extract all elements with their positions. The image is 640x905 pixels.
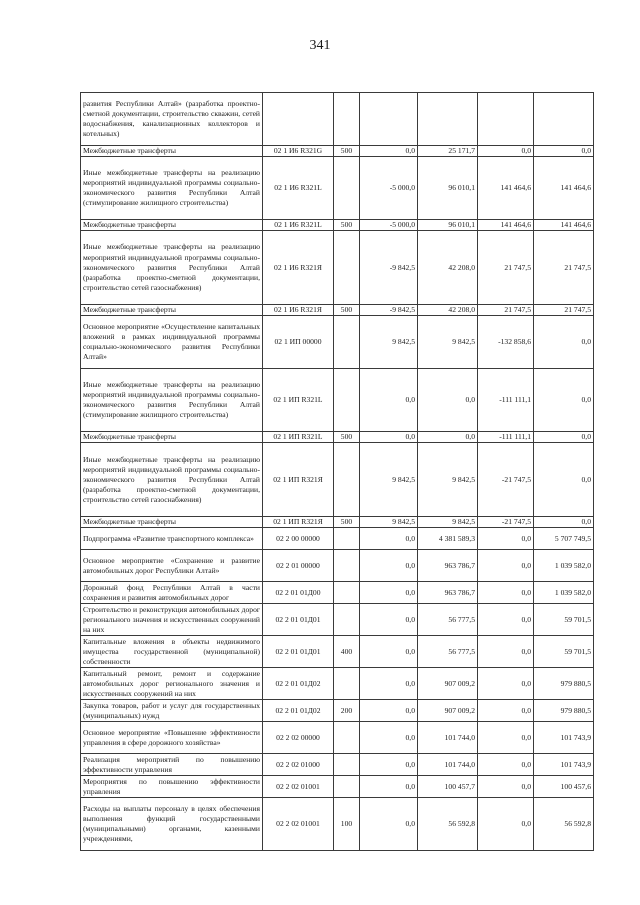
row-expense-type	[334, 369, 360, 432]
row-amount-3: 141 464,6	[478, 220, 534, 231]
row-name: Капитальные вложения в объекты недвижимого имущества государственной (муниципальной) собственности	[81, 636, 263, 668]
row-amount-2: 9 842,5	[418, 316, 478, 369]
row-code: 02 2 02 01001	[263, 798, 334, 851]
row-amount-2: 0,0	[418, 369, 478, 432]
row-code: 02 1 ИП R321Я	[263, 517, 334, 528]
row-amount-1: 0,0	[360, 798, 418, 851]
row-amount-3: 0,0	[478, 754, 534, 776]
row-amount-1: 9 842,5	[360, 443, 418, 517]
row-name: Закупка товаров, работ и услуг для государственных (муниципальных) нужд	[81, 700, 263, 722]
row-amount-2: 101 744,0	[418, 722, 478, 754]
row-code: 02 2 02 00000	[263, 722, 334, 754]
row-amount-1: -9 842,5	[360, 231, 418, 305]
row-expense-type	[334, 722, 360, 754]
row-name: Строительство и реконструкция автомобильных дорог регионального значения и искусственных сооружений на них	[81, 604, 263, 636]
row-code: 02 2 02 01001	[263, 776, 334, 798]
table-row	[81, 305, 594, 316]
row-name: Основное мероприятие «Осуществление капитальных вложений в рамках индивидуальной программы социально-экономического развития Республики Алтай»	[81, 316, 263, 369]
page-number: 341	[309, 38, 331, 53]
row-amount-1: 0,0	[360, 146, 418, 157]
table-row	[81, 604, 594, 636]
row-amount-2: 100 457,7	[418, 776, 478, 798]
row-amount-1: -5 000,0	[360, 157, 418, 220]
row-amount-4: 1 039 582,0	[534, 550, 594, 582]
row-amount-4: 56 592,8	[534, 798, 594, 851]
row-expense-type	[334, 776, 360, 798]
row-expense-type	[334, 550, 360, 582]
row-amount-4: 141 464,6	[534, 157, 594, 220]
row-code: 02 2 01 00000	[263, 550, 334, 582]
row-amount-3: 0,0	[478, 582, 534, 604]
table-row	[81, 528, 594, 550]
row-code: 02 1 ИП R321L	[263, 369, 334, 432]
row-code: 02 2 01 01Д02	[263, 700, 334, 722]
row-amount-3: 0,0	[478, 798, 534, 851]
table-row	[81, 220, 594, 231]
table-row	[81, 146, 594, 157]
budget-table	[80, 92, 594, 851]
row-amount-3: 0,0	[478, 550, 534, 582]
row-expense-type	[334, 157, 360, 220]
row-code: 02 2 01 01Д02	[263, 668, 334, 700]
row-code: 02 1 И6 R321Я	[263, 231, 334, 305]
row-amount-3: -111 111,1	[478, 369, 534, 432]
row-expense-type: 100	[334, 798, 360, 851]
row-amount-4: 1 039 582,0	[534, 582, 594, 604]
table-row	[81, 754, 594, 776]
row-code: 02 1 И6 R321Я	[263, 305, 334, 316]
row-name: Основное мероприятие «Повышение эффективности управления в сфере дорожного хозяйства»	[81, 722, 263, 754]
row-amount-4: 979 880,5	[534, 668, 594, 700]
row-amount-1: 0,0	[360, 700, 418, 722]
row-amount-4: 101 743,9	[534, 722, 594, 754]
table-row	[81, 443, 594, 517]
row-expense-type	[334, 582, 360, 604]
table-row	[81, 798, 594, 851]
row-expense-type	[334, 754, 360, 776]
row-name: Межбюджетные трансферты	[81, 146, 263, 157]
row-amount-1: 0,0	[360, 636, 418, 668]
row-amount-4: 5 707 749,5	[534, 528, 594, 550]
row-expense-type	[334, 528, 360, 550]
row-amount-2: 56 592,8	[418, 798, 478, 851]
row-expense-type: 400	[334, 636, 360, 668]
row-amount-2: 96 010,1	[418, 220, 478, 231]
row-code: 02 2 01 01Д01	[263, 604, 334, 636]
row-amount-4: 141 464,6	[534, 220, 594, 231]
row-amount-3: -132 858,6	[478, 316, 534, 369]
row-name: Межбюджетные трансферты	[81, 305, 263, 316]
row-amount-1: 0,0	[360, 668, 418, 700]
row-amount-2: 101 744,0	[418, 754, 478, 776]
row-amount-4: 0,0	[534, 517, 594, 528]
row-amount-4: 21 747,5	[534, 305, 594, 316]
table-row	[81, 636, 594, 668]
row-amount-1: 0,0	[360, 604, 418, 636]
row-amount-4: 59 701,5	[534, 604, 594, 636]
row-code: 02 1 И6 R321L	[263, 157, 334, 220]
row-amount-2: 4 381 589,3	[418, 528, 478, 550]
row-expense-type: 500	[334, 146, 360, 157]
table-row	[81, 316, 594, 369]
row-amount-2: 96 010,1	[418, 157, 478, 220]
row-amount-2: 42 208,0	[418, 305, 478, 316]
row-name: Межбюджетные трансферты	[81, 220, 263, 231]
table-row	[81, 369, 594, 432]
row-amount-4: 0,0	[534, 369, 594, 432]
row-code: 02 2 01 01Д01	[263, 636, 334, 668]
row-amount-3: 21 747,5	[478, 305, 534, 316]
row-name: Мероприятия по повышению эффективности управления	[81, 776, 263, 798]
row-code: 02 1 ИП 00000	[263, 316, 334, 369]
row-code: 02 2 00 00000	[263, 528, 334, 550]
row-code: 02 2 01 01Д00	[263, 582, 334, 604]
table-row	[81, 700, 594, 722]
row-expense-type	[334, 93, 360, 146]
row-name: Иные межбюджетные трансферты на реализацию мероприятий индивидуальной программы социально-экономического развития Республики Алтай (стимулирование жилищного строительства)	[81, 369, 263, 432]
row-amount-2: 56 777,5	[418, 636, 478, 668]
table-row	[81, 231, 594, 305]
row-amount-2	[418, 93, 478, 146]
row-name: Основное мероприятие «Сохранение и развитие автомобильных дорог Республики Алтай»	[81, 550, 263, 582]
row-amount-3: -111 111,1	[478, 432, 534, 443]
row-amount-1: 0,0	[360, 754, 418, 776]
row-amount-3	[478, 93, 534, 146]
row-amount-2: 907 009,2	[418, 700, 478, 722]
table-row	[81, 157, 594, 220]
row-name: Межбюджетные трансферты	[81, 432, 263, 443]
row-amount-2: 907 009,2	[418, 668, 478, 700]
row-code: 02 1 И6 R321G	[263, 146, 334, 157]
row-amount-1: -5 000,0	[360, 220, 418, 231]
row-expense-type	[334, 231, 360, 305]
row-amount-3: 0,0	[478, 722, 534, 754]
row-code	[263, 93, 334, 146]
row-amount-1: 9 842,5	[360, 316, 418, 369]
row-expense-type	[334, 668, 360, 700]
row-amount-1	[360, 93, 418, 146]
row-name: Межбюджетные трансферты	[81, 517, 263, 528]
row-expense-type: 500	[334, 305, 360, 316]
row-amount-2: 25 171,7	[418, 146, 478, 157]
row-amount-2: 963 786,7	[418, 550, 478, 582]
row-amount-3: 0,0	[478, 146, 534, 157]
table-row	[81, 432, 594, 443]
table-row	[81, 93, 594, 146]
table-row	[81, 517, 594, 528]
row-amount-3: -21 747,5	[478, 443, 534, 517]
row-code: 02 1 ИП R321L	[263, 432, 334, 443]
row-amount-4	[534, 93, 594, 146]
row-amount-2: 56 777,5	[418, 604, 478, 636]
row-amount-1: 0,0	[360, 722, 418, 754]
row-name: Подпрограмма «Развитие транспортного комплекса»	[81, 528, 263, 550]
row-amount-1: 0,0	[360, 528, 418, 550]
row-name: Иные межбюджетные трансферты на реализацию мероприятий индивидуальной программы социально-экономического развития Республики Алтай (разработка проектно-сметной документации, строительство сетей газоснабжения)	[81, 231, 263, 305]
row-amount-1: 0,0	[360, 432, 418, 443]
row-amount-1: 9 842,5	[360, 517, 418, 528]
row-amount-3: 0,0	[478, 636, 534, 668]
row-name: Иные межбюджетные трансферты на реализацию мероприятий индивидуальной программы социально-экономического развития Республики Алтай (стимулирование жилищного строительства)	[81, 157, 263, 220]
row-amount-1: 0,0	[360, 369, 418, 432]
row-amount-4: 21 747,5	[534, 231, 594, 305]
row-expense-type	[334, 443, 360, 517]
row-amount-1: 0,0	[360, 550, 418, 582]
row-amount-3: 0,0	[478, 604, 534, 636]
row-code: 02 1 И6 R321L	[263, 220, 334, 231]
row-expense-type: 500	[334, 220, 360, 231]
table-row	[81, 582, 594, 604]
row-expense-type: 500	[334, 432, 360, 443]
row-amount-1: 0,0	[360, 582, 418, 604]
row-amount-2: 9 842,5	[418, 517, 478, 528]
row-amount-3: 141 464,6	[478, 157, 534, 220]
row-amount-3: 0,0	[478, 528, 534, 550]
row-amount-2: 42 208,0	[418, 231, 478, 305]
row-expense-type: 200	[334, 700, 360, 722]
row-code: 02 2 02 01000	[263, 754, 334, 776]
row-amount-4: 59 701,5	[534, 636, 594, 668]
row-amount-4: 0,0	[534, 432, 594, 443]
row-amount-2: 963 786,7	[418, 582, 478, 604]
row-amount-3: 0,0	[478, 668, 534, 700]
row-amount-3: 0,0	[478, 700, 534, 722]
row-name: Иные межбюджетные трансферты на реализацию мероприятий индивидуальной программы социально-экономического развития Республики Алтай (разработка проектно-сметной документации, строительство сетей газоснабжения)	[81, 443, 263, 517]
table-row	[81, 550, 594, 582]
row-amount-4: 0,0	[534, 146, 594, 157]
row-code: 02 1 ИП R321Я	[263, 443, 334, 517]
row-amount-4: 100 457,6	[534, 776, 594, 798]
row-name: развития Республики Алтай» (разработка проектно-сметной документации, строительство скважин, сетей водоснабжения, канализационных коллекторов и котельных)	[81, 93, 263, 146]
row-name: Реализация мероприятий по повышению эффективности управления	[81, 754, 263, 776]
row-name: Расходы на выплаты персоналу в целях обеспечения выполнения функций государственными (муниципальными) органами, казенными учреждениями,	[81, 798, 263, 851]
row-amount-4: 101 743,9	[534, 754, 594, 776]
row-amount-1: 0,0	[360, 776, 418, 798]
row-name: Капитальный ремонт, ремонт и содержание автомобильных дорог регионального значения и искусственных сооружений на них	[81, 668, 263, 700]
table-row	[81, 776, 594, 798]
row-amount-2: 0,0	[418, 432, 478, 443]
row-expense-type	[334, 604, 360, 636]
row-amount-3: 21 747,5	[478, 231, 534, 305]
row-amount-3: 0,0	[478, 776, 534, 798]
row-amount-3: -21 747,5	[478, 517, 534, 528]
row-expense-type	[334, 316, 360, 369]
row-name: Дорожный фонд Республики Алтай в части сохранения и развития автомобильных дорог	[81, 582, 263, 604]
row-amount-4: 0,0	[534, 443, 594, 517]
table-row	[81, 668, 594, 700]
row-amount-2: 9 842,5	[418, 443, 478, 517]
table-row	[81, 722, 594, 754]
row-amount-1: -9 842,5	[360, 305, 418, 316]
row-amount-4: 0,0	[534, 316, 594, 369]
row-expense-type: 500	[334, 517, 360, 528]
row-amount-4: 979 880,5	[534, 700, 594, 722]
